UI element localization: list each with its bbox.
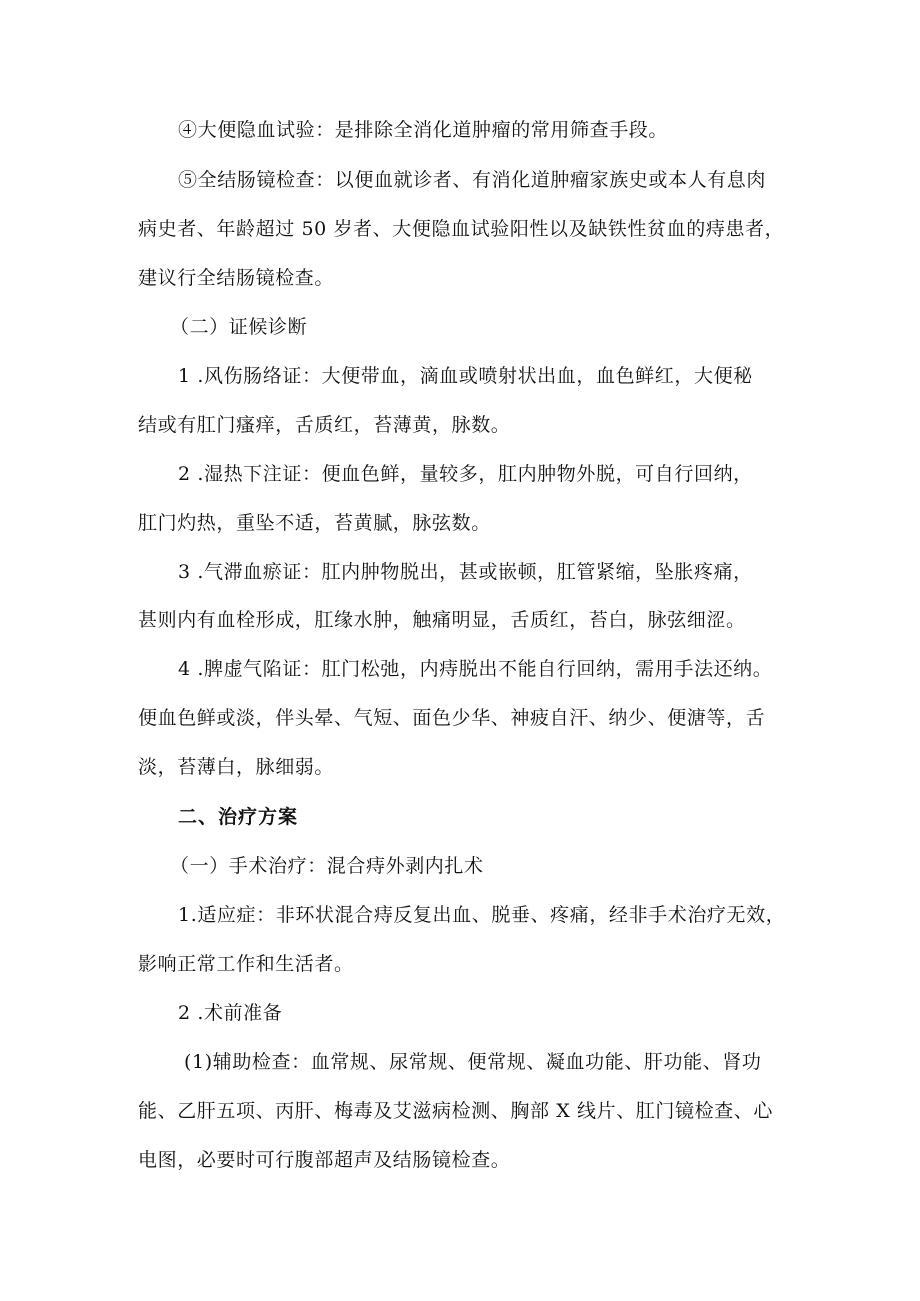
paragraph-line: 便血色鲜或淡，伴头晕、气短、面色少华、神疲自汗、纳少、便溏等，舌	[138, 707, 766, 729]
paragraph-line: 4 .脾虚气陷证：肛门松弛，内痔脱出不能自行回纳，需用手法还纳。	[178, 658, 773, 680]
paragraph-line: 影响正常工作和生活者。	[138, 953, 354, 975]
paragraph-line: 电图，必要时可行腹部超声及结肠镜检查。	[138, 1149, 511, 1171]
paragraph-line: 3 .气滞血瘀证：肛内肿物脱出，甚或嵌顿，肛管紧缩，坠胀疼痛，	[178, 561, 753, 583]
section-heading: 二、治疗方案	[178, 806, 299, 828]
paragraph-line: 2 .湿热下注证：便血色鲜，量较多，肛内肿物外脱，可自行回纳，	[178, 463, 753, 485]
paragraph-line: 甚则内有血栓形成，肛缘水肿，触痛明显，舌质红，苔白，脉弦细涩。	[138, 609, 746, 631]
paragraph-line: 淡，苔薄白，脉细弱。	[138, 756, 335, 778]
paragraph-line: 能、乙肝五项、丙肝、梅毒及艾滋病检测、胸部 X 线片、肛门镜检查、心	[138, 1100, 774, 1122]
paragraph-line: 建议行全结肠镜检查。	[138, 267, 335, 289]
paragraph-line: 病史者、年龄超过 50 岁者、大便隐血试验阳性以及缺铁性贫血的痔患者，	[138, 218, 785, 240]
paragraph-line: ⑤全结肠镜检查：以便血就诊者、有消化道肿瘤家族史或本人有息肉	[178, 169, 767, 191]
paragraph-line: 1 .风伤肠络证：大便带血，滴血或喷射状出血，血色鲜红，大便秘	[178, 365, 753, 387]
paragraph-line: 1.适应症：非环状混合痔反复出血、脱垂、疼痛，经非手术治疗无效，	[178, 904, 786, 926]
paragraph-line: 肛门灼热，重坠不适，苔黄腻，脉弦数。	[138, 512, 491, 534]
paragraph-line: (1)辅助检查：血常规、尿常规、便常规、凝血功能、肝功能、肾功	[184, 1051, 762, 1073]
paragraph-line: 2 .术前准备	[178, 1002, 283, 1024]
paragraph-line: 结或有肛门瘙痒，舌质红，苔薄黄，脉数。	[138, 414, 511, 436]
section-subheading: （二）证候诊断	[170, 316, 308, 338]
section-subheading: （一）手术治疗：混合痔外剥内扎术	[170, 855, 484, 877]
paragraph-line: ④大便隐血试验：是排除全消化道肿瘤的常用筛查手段。	[178, 119, 669, 141]
